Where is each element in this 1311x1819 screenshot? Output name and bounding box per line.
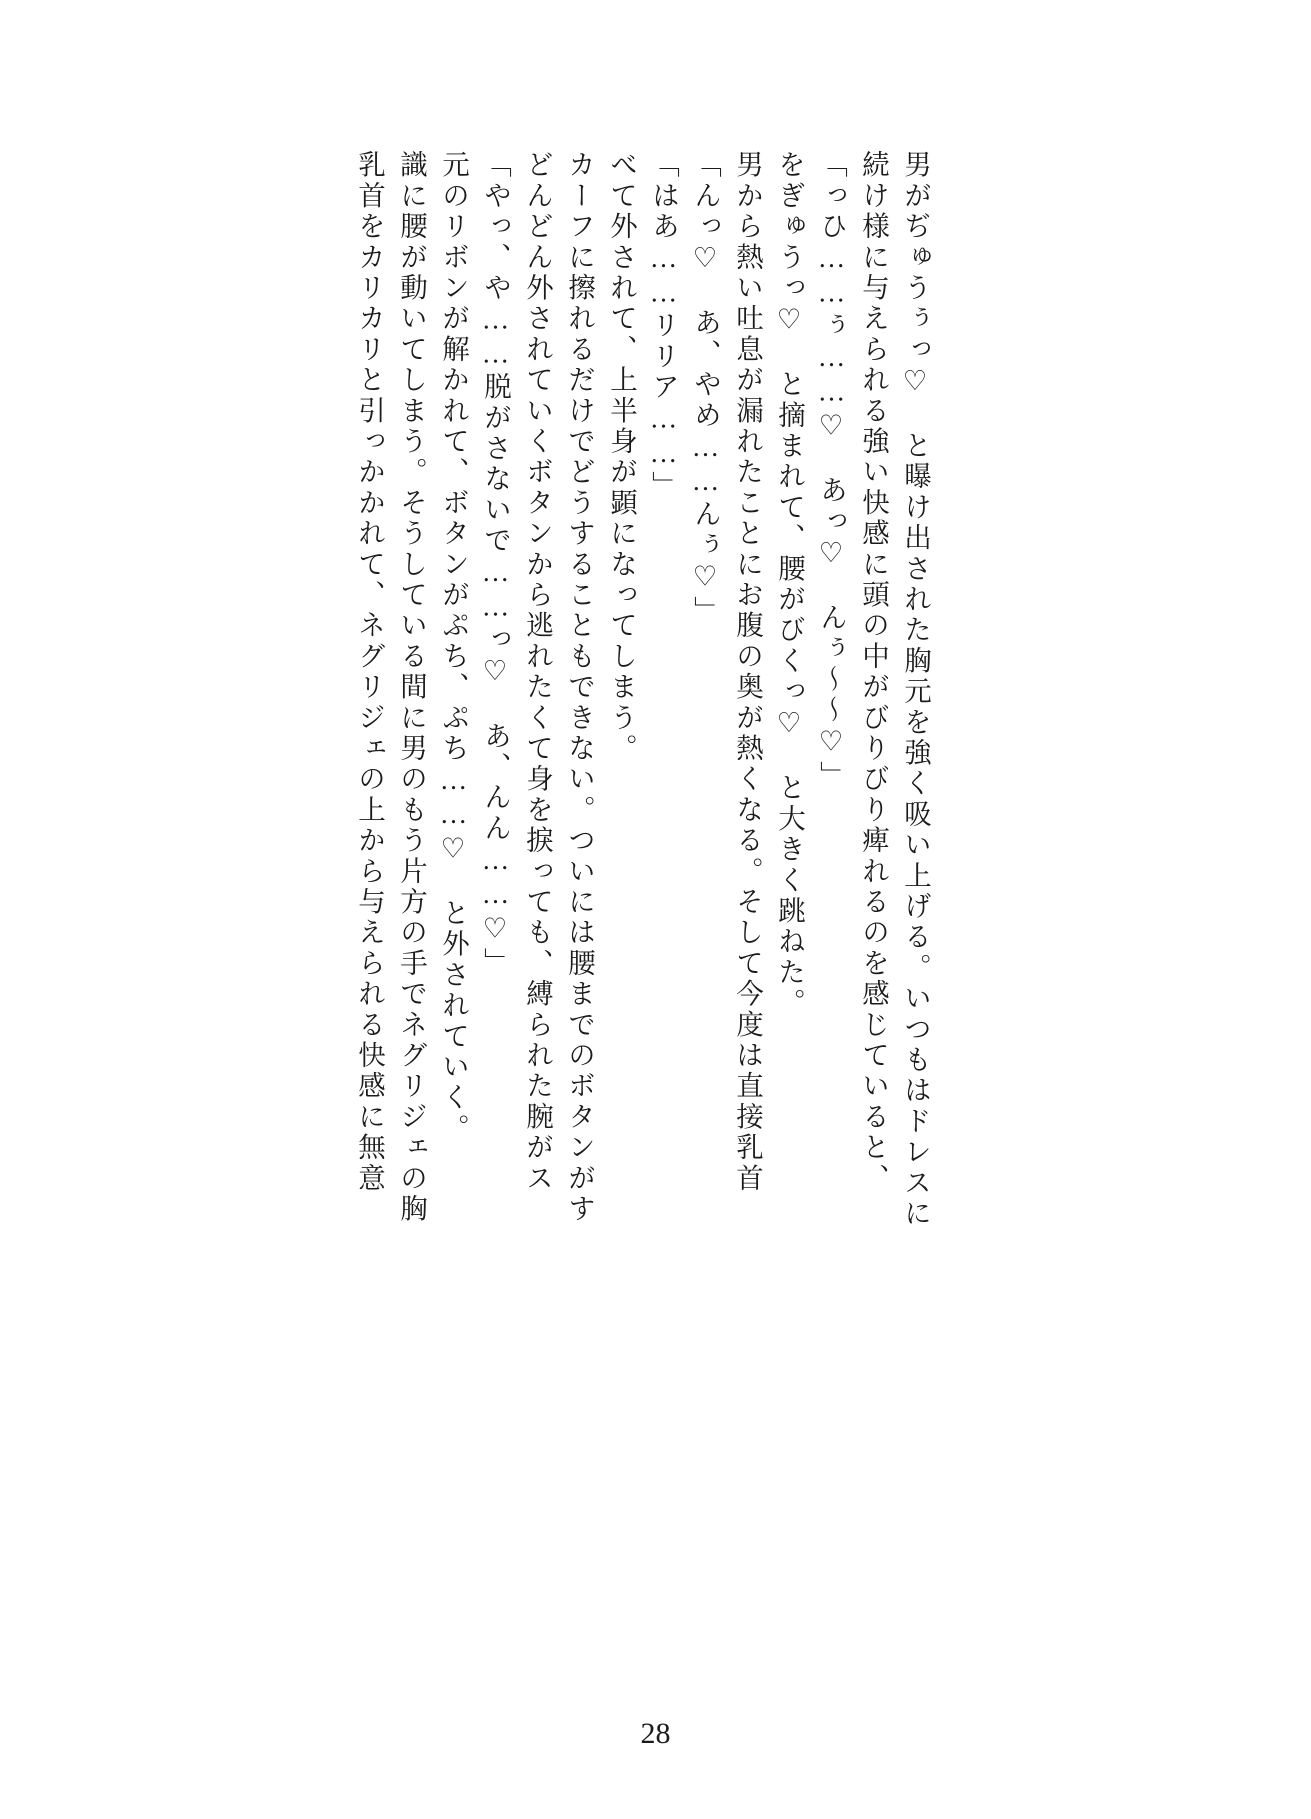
text-column: 男がぢゅうぅっ♡ と曝け出された胸元を強く吸い上げる。いつもはドレスに xyxy=(900,150,931,1229)
text-column: べて外されて、上半身が顕になってしまう。 xyxy=(606,150,637,764)
text-column: 乳首をカリカリと引っかかれて、ネグリジェの上から与えられる快感に無意 xyxy=(354,150,385,1194)
text-column: 「んっ♡ あ、やめ……んぅ♡」 xyxy=(690,150,721,627)
body-text xyxy=(341,150,1191,1420)
text-column: 識に腰が動いてしまう。そうしている間に男のもう片方の手でネグリジェの胸 xyxy=(396,150,427,1225)
text-column: どんどん外されていくボタンから逃れたくて身を捩っても、縛られた腕がス xyxy=(522,150,553,1194)
text-column: 男から熱い吐息が漏れたことにお腹の奥が熱くなる。そして今度は直接乳首 xyxy=(732,150,763,1194)
text-column: をぎゅうっ♡ と摘まれて、腰がびくっ♡ と大きく跳ねた。 xyxy=(774,150,805,1019)
text-column: 「はあ……リリア……」 xyxy=(648,150,679,502)
page-number: 28 xyxy=(640,1717,671,1750)
text-column: 続け様に与えられる強い快感に頭の中がびりびり痺れるのを感じていると、 xyxy=(858,150,889,1194)
text-column: 元のリボンが解かれて、ボタンがぷち、ぷち……♡ と外されていく。 xyxy=(438,150,469,1144)
text-column: カーフに擦れるだけでどうすることもできない。ついには腰までのボタンがす xyxy=(564,150,595,1225)
text-column: 「やっ、や……脱がさないで……っ♡ あ、んん……♡」 xyxy=(480,150,511,979)
text-column: 「っひ……ぅ……♡ あっ♡ んぅ〜〜♡」 xyxy=(816,150,847,792)
